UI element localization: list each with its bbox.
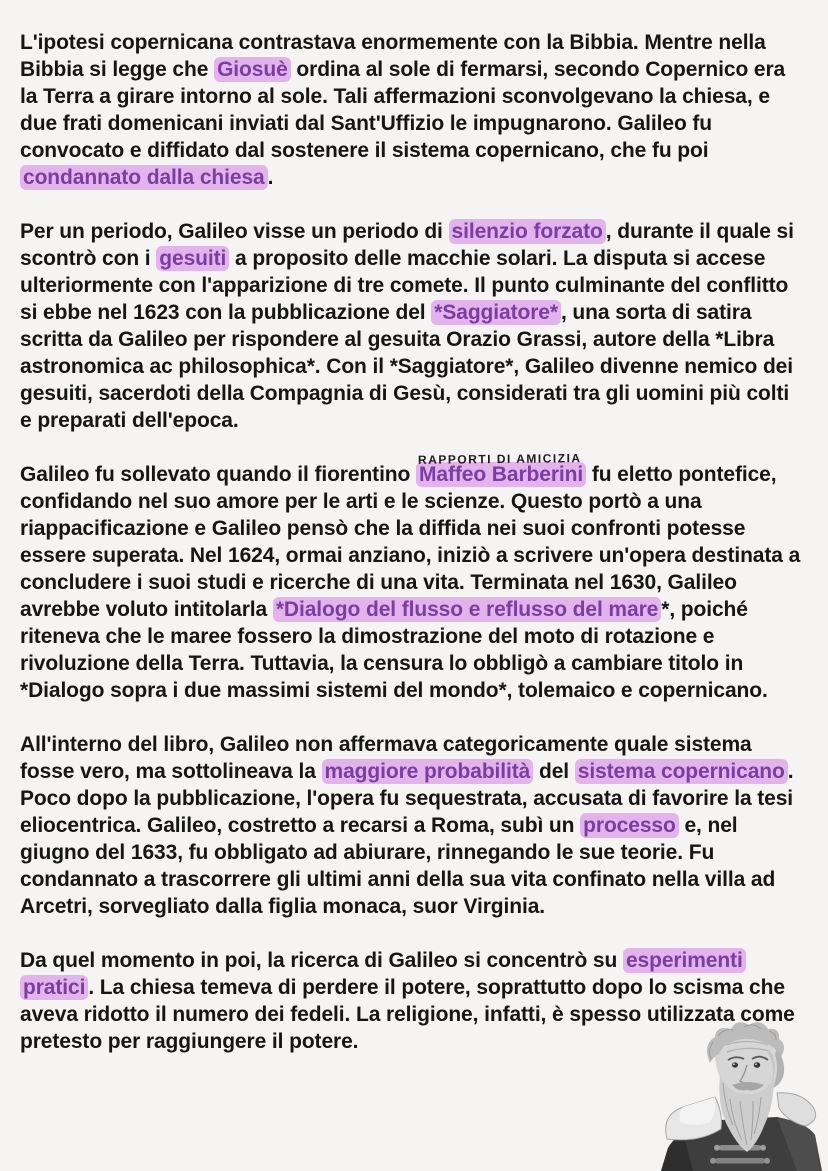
- text-segment: ordina al sole di fermarsi, secondo Copernico era la Terra a girare intorno al sole. Tali affermazioni sconvolgevano la chiesa, e due frati domenicani inviati dal Sant'Uffizio le impugnarono. Galileo fu convocato e diffidato dal sostenere il sistema copernicano, che fu poi: [20, 58, 786, 162]
- text-segment: Per un periodo, Galileo visse un periodo di: [20, 220, 449, 243]
- highlighted-text: maggiore probabilità: [322, 759, 534, 784]
- paragraph: [20, 947, 802, 1055]
- text-segment: . Poco dopo la pubblicazione, l'opera fu sequestrata, accusata di favorire la tesi eliocentrica. Galileo, costretto a recarsi a Roma, subì un: [20, 760, 794, 837]
- text-segment: Da quel momento in poi, la ricerca di Galileo si concentrò su: [20, 949, 623, 972]
- text-segment: , una sorta di satira scritta da Galileo per rispondere al gesuita Orazio Grassi, autore della *Libra astronomica ac philosophica*. Con il *Saggiatore*, Galileo divenne nemico dei gesuiti, sacerdoti della Compagnia di Gesù, considerati tra gli uomini più colti e preparati dell'epoca.: [20, 301, 793, 432]
- highlighted-text: sistema copernicano: [575, 759, 788, 784]
- paragraph: [20, 731, 802, 920]
- highlighted-text: processo: [580, 813, 679, 838]
- text-segment: fu eletto pontefice, confidando nel suo amore per le arti e le scienze. Questo portò a una riappacificazione e Galileo pensò che la diffida nei suoi confronti potesse essere superata. Nel 1624, ormai anziano, iniziò a scrivere un'opera destinata a concludere i suoi studi e ricerche di una vita. Terminata nel 1630, Galileo avrebbe voluto intitolarla: [20, 463, 801, 621]
- highlighted-text: esperimenti pratici: [20, 948, 746, 1000]
- highlighted-text: silenzio forzato: [449, 219, 606, 244]
- text-segment: Galileo fu sollevato quando il fiorentino: [20, 463, 416, 486]
- text-segment: L'ipotesi copernicana contrastava enormemente con la Bibbia. Mentre nella Bibbia si legge che: [20, 31, 766, 81]
- highlighted-text: condannato dalla chiesa: [20, 165, 268, 190]
- highlighted-text: *Dialogo del flusso e reflusso del mare: [273, 597, 661, 622]
- paragraph: [20, 451, 802, 704]
- highlighted-text: gesuiti: [156, 246, 229, 271]
- text-segment: e, nel giugno del 1633, fu obbligato ad abiurare, rinnegando le sue teorie. Fu condannato a trascorrere gli ultimi anni della sua vita confinato nella villa ad Arcetri, sorvegliato dalla figlia monaca, suor Virginia.: [20, 814, 776, 918]
- text-segment: .: [267, 166, 274, 189]
- paragraph: [20, 218, 802, 434]
- text-segment: , durante il quale si scontrò con i: [20, 220, 794, 270]
- handwritten-annotation: RAPPORTI DI AMICIZIA: [417, 451, 582, 467]
- text-segment: del: [533, 760, 575, 783]
- highlighted-text: *Saggiatore*: [431, 300, 561, 325]
- highlighted-text: Giosuè: [214, 57, 291, 82]
- text-segment: . La chiesa temeva di perdere il potere, soprattutto dopo lo scisma che aveva ridotto il numero dei fedeli. La religione, infatti, è spesso utilizzata come pretesto per raggiungere il potere.: [20, 976, 795, 1053]
- text-segment: *, poiché riteneva che le maree fossero la dimostrazione del moto di rotazione e rivoluzione della Terra. Tuttavia, la censura lo obbligò a cambiare titolo in *Dialogo sopra i due massimi sistemi del mondo*, tolemaico e copernicano.: [20, 598, 768, 702]
- paragraph: [20, 29, 802, 191]
- text-segment: a proposito delle macchie solari. La disputa si accese ulteriormente con l'apparizione di tre comete. Il punto culminante del conflitto si ebbe nel 1623 con la pubblicazione del: [20, 247, 789, 324]
- text-segment: All'interno del libro, Galileo non affermava categoricamente quale sistema fosse vero, ma sottolineava la: [20, 733, 752, 783]
- highlighted-text: Maffeo Barberini RAPPORTI DI AMICIZIA: [416, 462, 586, 487]
